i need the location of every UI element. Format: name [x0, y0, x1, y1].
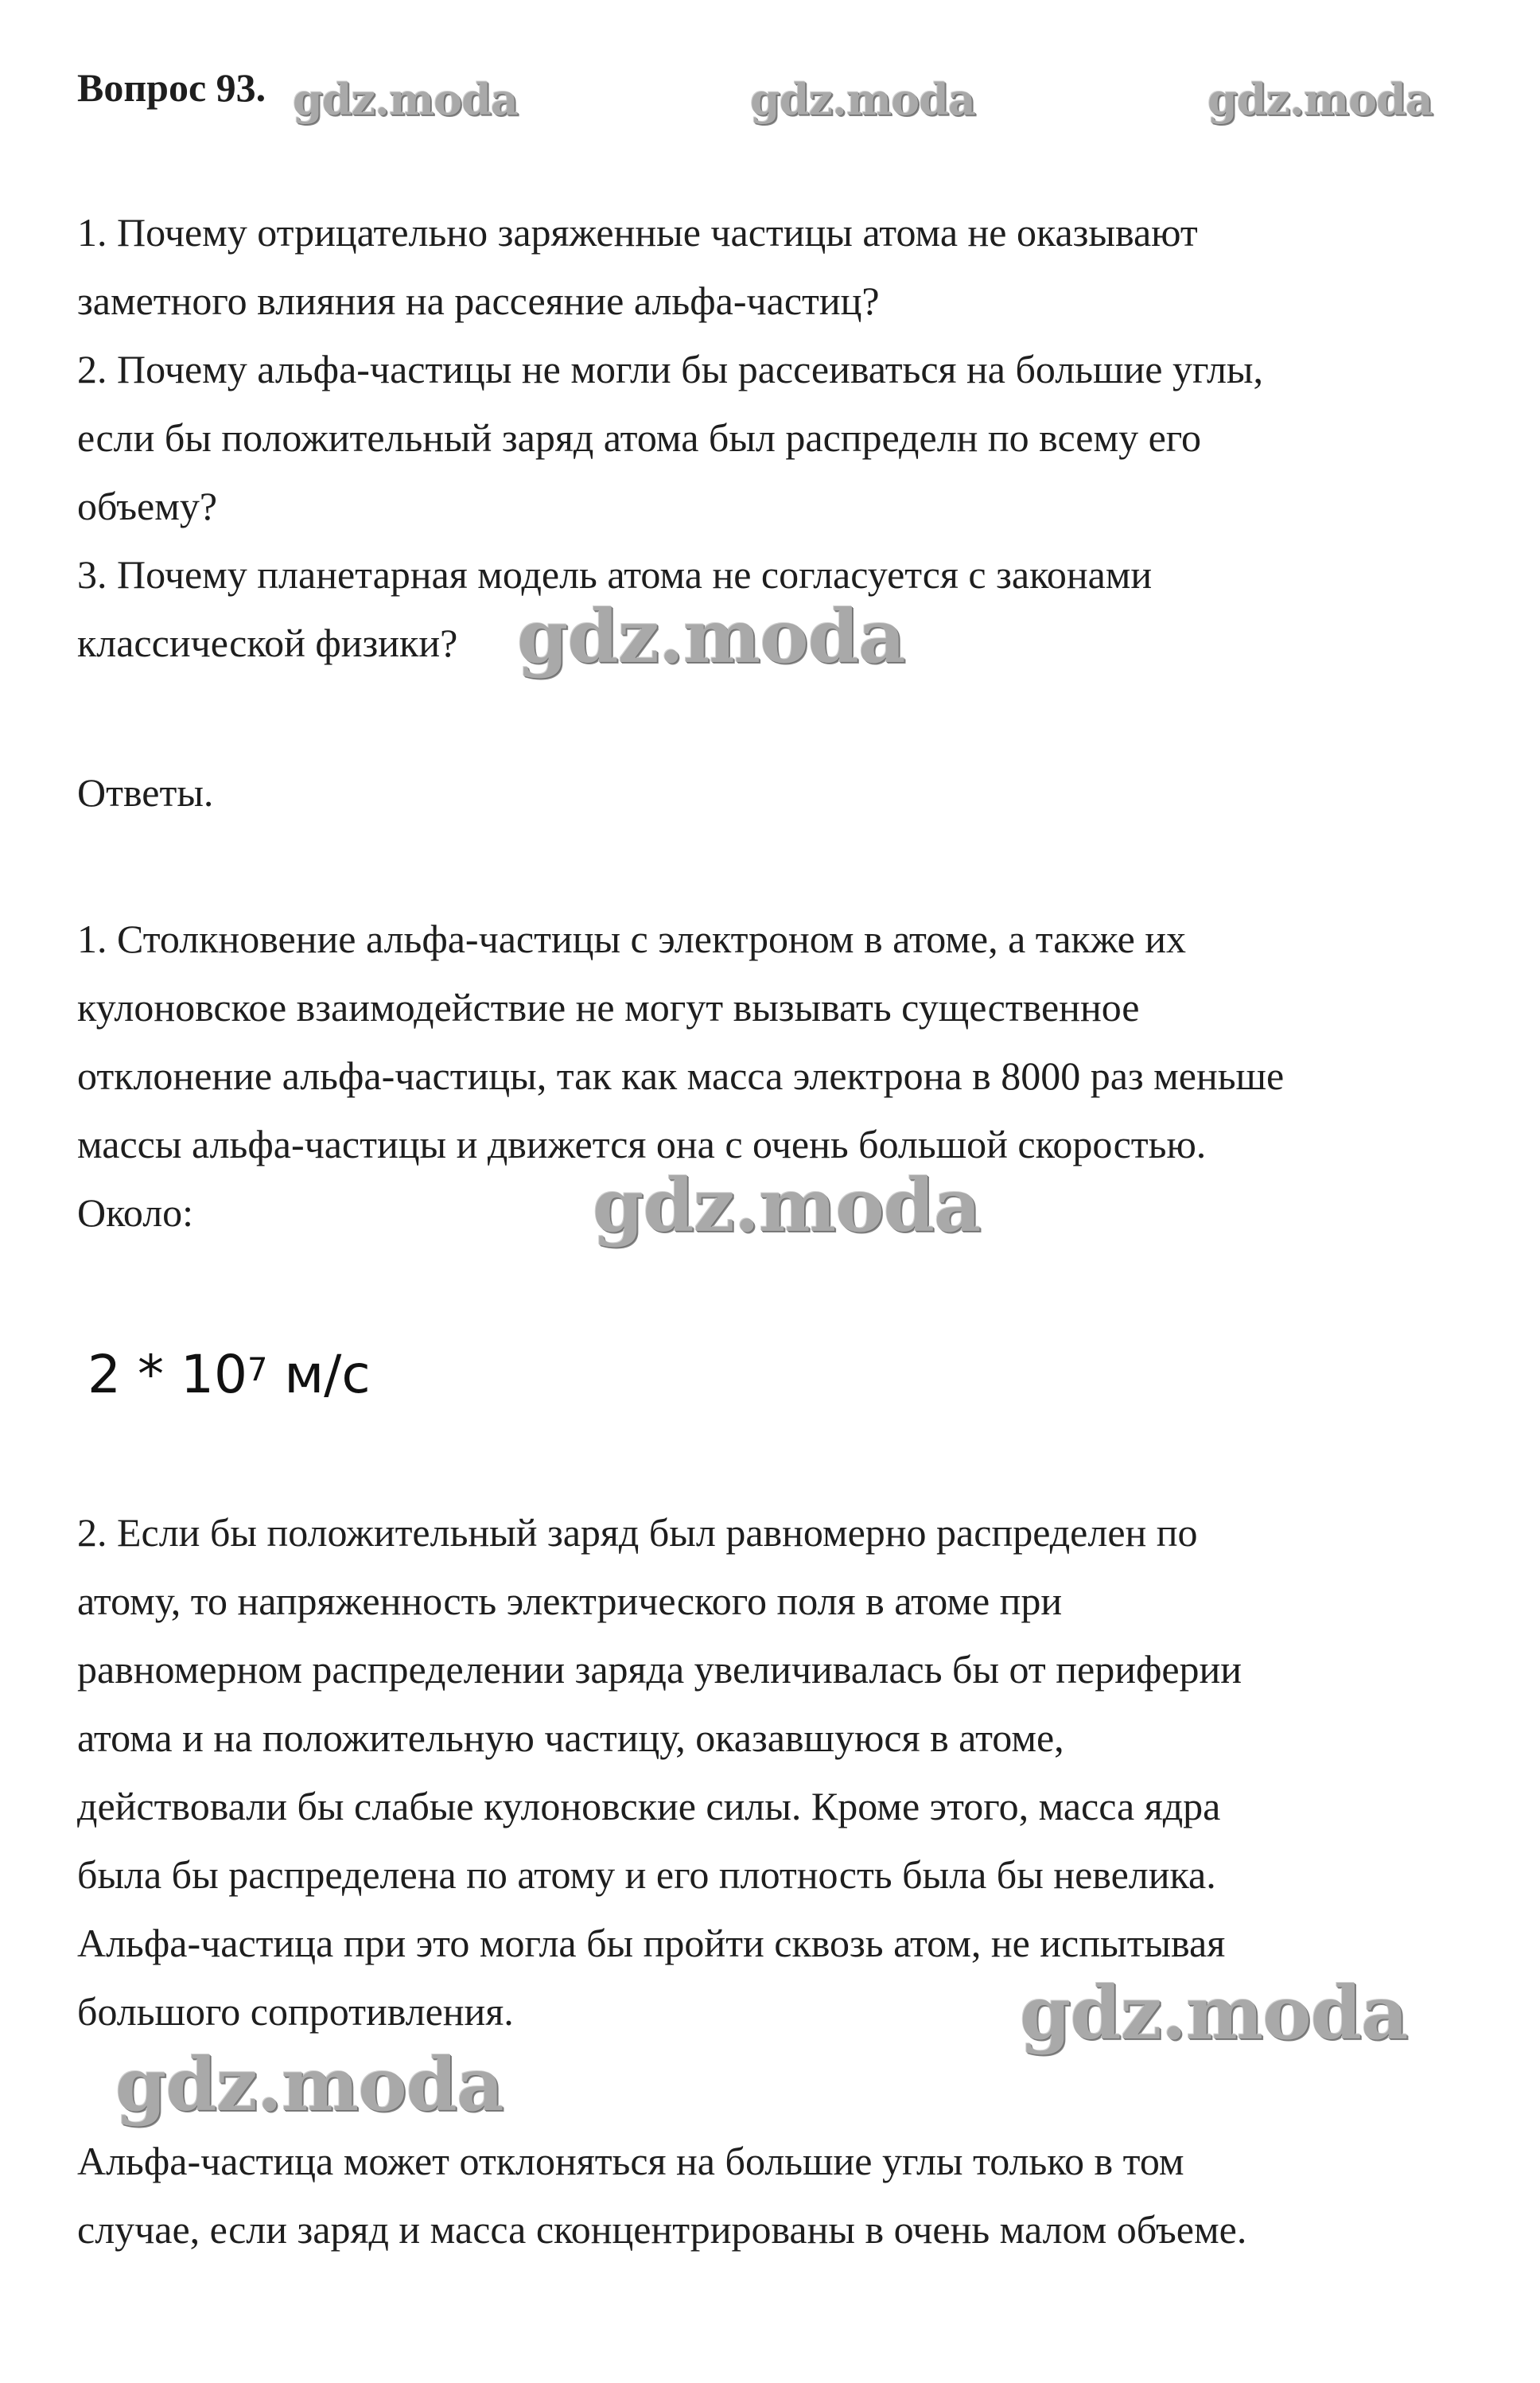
watermark-logo: gdz.moda [593, 1162, 981, 1248]
formula-unit: м/с [267, 1344, 371, 1405]
watermark-logo: gdz.moda [293, 74, 518, 125]
formula-base: 2 * 10 [88, 1344, 247, 1405]
watermark-logo: gdz.moda [115, 2042, 504, 2128]
answer-line: отклонение альфа-частицы, так как масса электрона в 8000 раз меньше [77, 1053, 1285, 1098]
watermark-logo: gdz.moda [1020, 1970, 1408, 2056]
answer-line: 2. Если бы положительный заряд был равномерно распределен по [77, 1510, 1198, 1555]
answer-line: массы альфа-частицы и движется она с очень большой скоростью. [77, 1122, 1207, 1166]
velocity-formula [88, 1343, 371, 1407]
answer-line: кулоновское взаимодействие не могут вызывать существенное [77, 985, 1140, 1030]
answer-line: атома и на положительную частицу, оказавшуюся в атоме, [77, 1715, 1064, 1760]
question-line: 2. Почему альфа-частицы не могли бы рассеиваться на большие углы, [77, 347, 1263, 391]
answer-line: случае, если заряд и масса сконцентрированы в очень малом объеме. [77, 2207, 1247, 2252]
question-line: 1. Почему отрицательно заряженные частицы атома не оказывают [77, 210, 1198, 255]
answer-line: атому, то напряженность электрического поля в атоме при [77, 1579, 1063, 1623]
watermark-logo: gdz.moda [517, 594, 905, 679]
question-line: заметного влияния на рассеяние альфа-частиц? [77, 278, 880, 323]
answer-line: Около: [77, 1190, 194, 1235]
formula-exponent: 7 [247, 1352, 268, 1388]
question-line: если бы положительный заряд атома был распределн по всему его [77, 415, 1202, 460]
answer-line: равномерном распределении заряда увеличивалась бы от периферии [77, 1647, 1242, 1692]
answer-line: 1. Столкновение альфа-частицы с электроном в атоме, а также их [77, 917, 1187, 961]
question-title: Вопрос 93. [77, 65, 266, 110]
watermark-logo: gdz.moda [1208, 74, 1433, 125]
answer-line: Альфа-частица при это могла бы пройти сквозь атом, не испытывая [77, 1921, 1226, 1965]
answer-line: действовали бы слабые кулоновские силы. Кроме этого, масса ядра [77, 1784, 1221, 1828]
question-line: 3. Почему планетарная модель атома не согласуется с законами [77, 552, 1153, 597]
answer-line: большого сопротивления. [77, 1989, 514, 2034]
question-line: классической физики? [77, 621, 458, 665]
answers-heading: Ответы. [77, 770, 214, 815]
answer-line: была бы распределена по атому и его плотность была бы невелика. [77, 1852, 1216, 1897]
question-line: объему? [77, 484, 218, 528]
answer-line: Альфа-частица может отклоняться на большие углы только в том [77, 2139, 1184, 2183]
watermark-logo: gdz.moda [750, 74, 975, 125]
